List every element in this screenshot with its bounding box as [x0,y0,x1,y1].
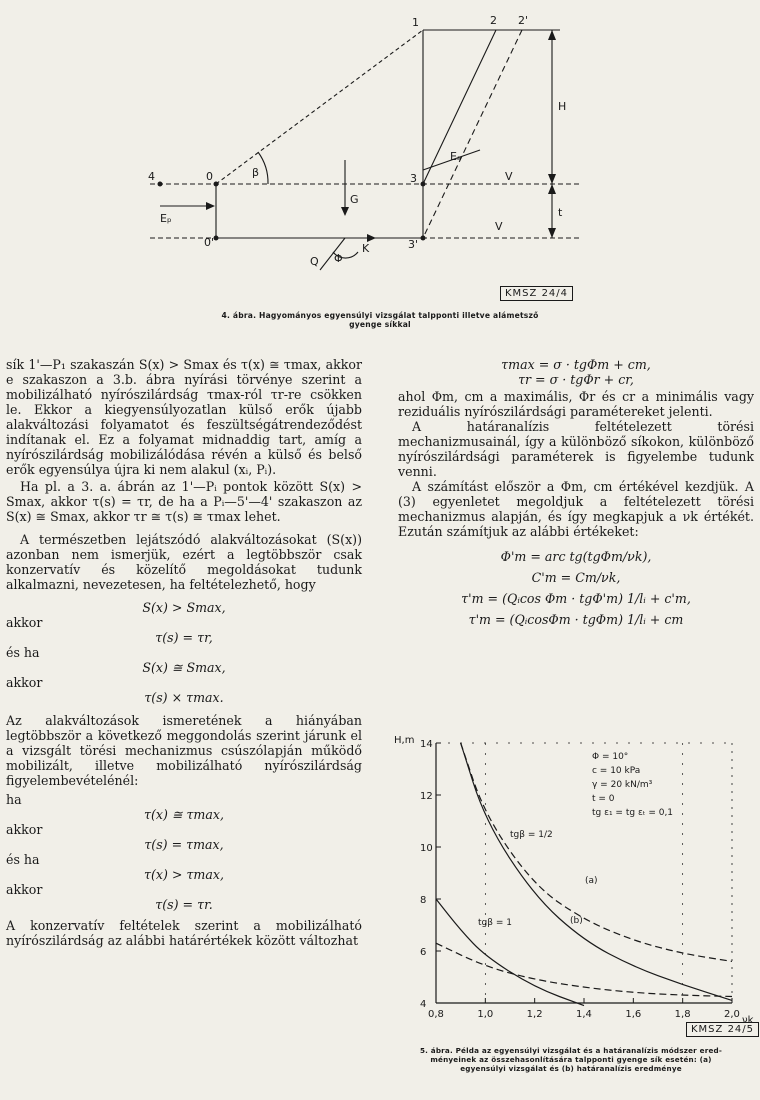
label-K: K [362,242,370,255]
right-eq-tr: τr = σ · tgΦr + cr, [518,372,634,387]
label-Ea: Eₐ [450,150,462,163]
label-2: 2 [490,14,497,27]
left-paragraph-5: A konzervatív feltételek szerint a mobilizálható nyírószilárdság az alábbi határértékek között változhat [6,918,362,948]
x-tick-label: 1,4 [576,1009,592,1020]
t-arrow-top [548,184,556,194]
y-tick-label: 12 [420,791,433,802]
y-tick-label: 14 [420,739,433,750]
x-tick-label: 1,2 [526,1009,543,1020]
node-4 [158,182,163,187]
label-tgb-one: tgβ = 1 [478,918,512,928]
label-phi: Φ [334,252,343,265]
right-paragraph-1: ahol Φm, cm a maximális, Φr és cr a minimális vagy reziduális nyírószilárdsági paramétereket jelenti. [398,389,754,419]
figure-4-stamp: KMSZ 24/4 [500,286,573,301]
figure-4-diagram [0,0,760,320]
figure-5-stamp: KMSZ 24/5 [686,1022,759,1037]
label-3: 3 [410,172,417,185]
legend-c: c = 10 kPa [592,766,641,776]
left-paragraph-4: Az alakváltozások ismeretének a hiányában legtöbbször a következő meggondolás szerint járunk el a vizsgált törési mechanizmus csúszólapján működő mobilizált, illetve mobilizálható nyírószilárdság figyelembevételénél: [6,713,362,788]
x-tick-label: 0,8 [428,1009,444,1020]
left-label-esha-2: és ha [6,852,40,867]
slope-line [216,30,423,184]
left-paragraph-2: Ha pl. a 3. a. ábrán az 1'—Pᵢ pontok között S(x) > Smax, akkor τ(s) = τr, de ha a Pᵢ—5'—4' szakaszon az S(x) ≅ Smax, akkor τr ≅ τ(s) ≅ τmax lehet. [6,479,362,524]
x-tick-label: 2,0 [724,1009,740,1020]
y-tick-label: 4 [420,999,427,1010]
H-arrow-top [548,30,556,40]
figure-4-caption: 4. ábra. Hagyományos egyensúlyi vizsgálat talpponti illetve alámetsző gyenge síkkal [221,311,539,329]
label-0: 0 [206,170,213,183]
label-beta: β [252,166,260,179]
legend-tg: tg ε₁ = tg εₜ = 0,1 [592,808,674,818]
chart-xlabel: νk [742,1015,754,1026]
y-tick-label: 6 [420,947,427,958]
right-eq-tmax: τmax = σ · tgΦm + cm, [501,357,651,372]
label-V2: V [495,220,503,233]
left-eq-1: S(x) > Smax, [142,600,226,615]
chart-ticks [420,739,740,1020]
label-H: H [558,100,567,113]
left-eq-5: τ(x) ≅ τmax, [144,807,224,822]
t-arrow-bottom [548,228,556,238]
x-tick-label: 1,6 [625,1009,642,1020]
label-3p: 3' [408,238,419,251]
right-eq-c: τ'm = (Qᵢcos Φm · tgΦ'm) 1/lᵢ + c'm, [461,591,691,606]
x-tick-label: 1,8 [674,1009,691,1020]
label-tgb-half: tgβ = 1/2 [510,830,553,840]
figure-5-chart [380,725,760,1045]
node-3p [421,236,426,241]
G-arrowhead [341,207,349,216]
legend-phi: Φ = 10° [592,752,629,762]
left-eq-3: S(x) ≅ Smax, [142,660,226,675]
y-tick-label: 8 [420,895,427,906]
left-eq-6: τ(s) = τmax, [144,837,224,852]
chart-series [436,743,732,1006]
right-eq-d: τ'm = (QᵢcosΦm · tgΦm) 1/lᵢ + cm [468,612,684,627]
right-paragraph-2: A határanalízis feltételezett törési mechanizmusainál, így a különböző síkokon, különböző nyírószilárdsági paraméterek is figyelembe tudunk venni. [398,419,754,479]
K-arrowhead [367,234,376,242]
label-Q: Q [310,255,319,268]
label-b: (b) [570,916,583,926]
label-Ep: Eₚ [160,212,172,225]
left-eq-8: τ(s) = τr. [155,897,213,912]
label-0p: 0' [204,236,215,249]
right-eq-b: C'm = Cm/νk, [531,570,621,585]
left-label-ha: ha [6,792,22,807]
series-line-3 [436,899,584,1006]
left-column [6,357,362,948]
label-2p: 2' [518,14,529,27]
node-3 [421,182,426,187]
chart-grid [485,743,682,1003]
left-label-esha-1: és ha [6,645,40,660]
left-eq-2: τ(s) = τr, [155,630,213,645]
series-line-2 [436,943,732,996]
H-arrow-bottom [548,174,556,184]
label-V1: V [505,170,513,183]
Ep-arrowhead [206,202,215,210]
x-tick-label: 1,0 [477,1009,494,1020]
left-paragraph-3: A természetben lejátszódó alakváltozásokat (S(x)) azonban nem ismerjük, ezért a legtöbbször csak konzervatív és közelítő megoldásokat tudunk alkalmazni, nevezetesen, ha feltételezhető, hogy [6,532,362,592]
left-eq-7: τ(x) > τmax, [144,867,224,882]
left-label-akkor-4: akkor [6,882,43,897]
y-tick-label: 10 [420,843,433,854]
label-t: t [558,206,563,219]
label-a: (a) [585,876,598,886]
node-0 [214,182,219,187]
left-paragraph-1: sík 1'—P₁ szakaszán S(x) > Smax és τ(x) ≅ τmax, akkor e szakaszon a 3.b. ábra nyírási törvénye szerint a mobilizálható nyírószilárdság τmax-ról τr-re csökken le. Ekkor a kiegyensúlyozatlan külső erők újabb alakváltozási folyamatot és feszültségátrendeződést indítanak el. Ez a folyamat midnaddig tart, amíg a nyírószilárdság mobilizálódása révén a külső és belső erők egyensúlya újra ki nem alakul (xᵢ, Pᵢ). [6,357,362,477]
label-1: 1 [412,16,419,29]
legend-t: t = 0 [592,794,615,804]
plane-2p [423,30,522,238]
figure-5-caption: 5. ábra. Példa az egyensúlyi vizsgálat és a határanalízis módszer ered- ményeinek az összehasonlítására talpponti gyenge sík esetén: (a) egyensúlyi vizsgálat és (b) határanalízis eredménye [419,1046,723,1073]
chart-ylabel: H,m [394,735,415,746]
right-eq-a: Φ'm = arc tg(tgΦm/νk), [500,549,652,564]
node-0p [214,236,219,241]
right-paragraph-3: A számítást először a Φm, cm értékével kezdjük. A (3) egyenletet megoldjuk a feltételezett törési mechanizmus alapján, és így megkapjuk a νk értékét. Ezután számítjuk az alábbi értékeket: [398,479,754,539]
left-eq-4: τ(s) × τmax. [144,690,224,705]
legend-gamma: γ = 20 kN/m³ [592,780,653,790]
label-4: 4 [148,170,155,183]
left-label-akkor-2: akkor [6,675,43,690]
left-label-akkor-1: akkor [6,615,43,630]
left-label-akkor-3: akkor [6,822,43,837]
label-G: G [350,193,359,206]
beta-arc [258,152,268,184]
right-column [398,357,754,627]
